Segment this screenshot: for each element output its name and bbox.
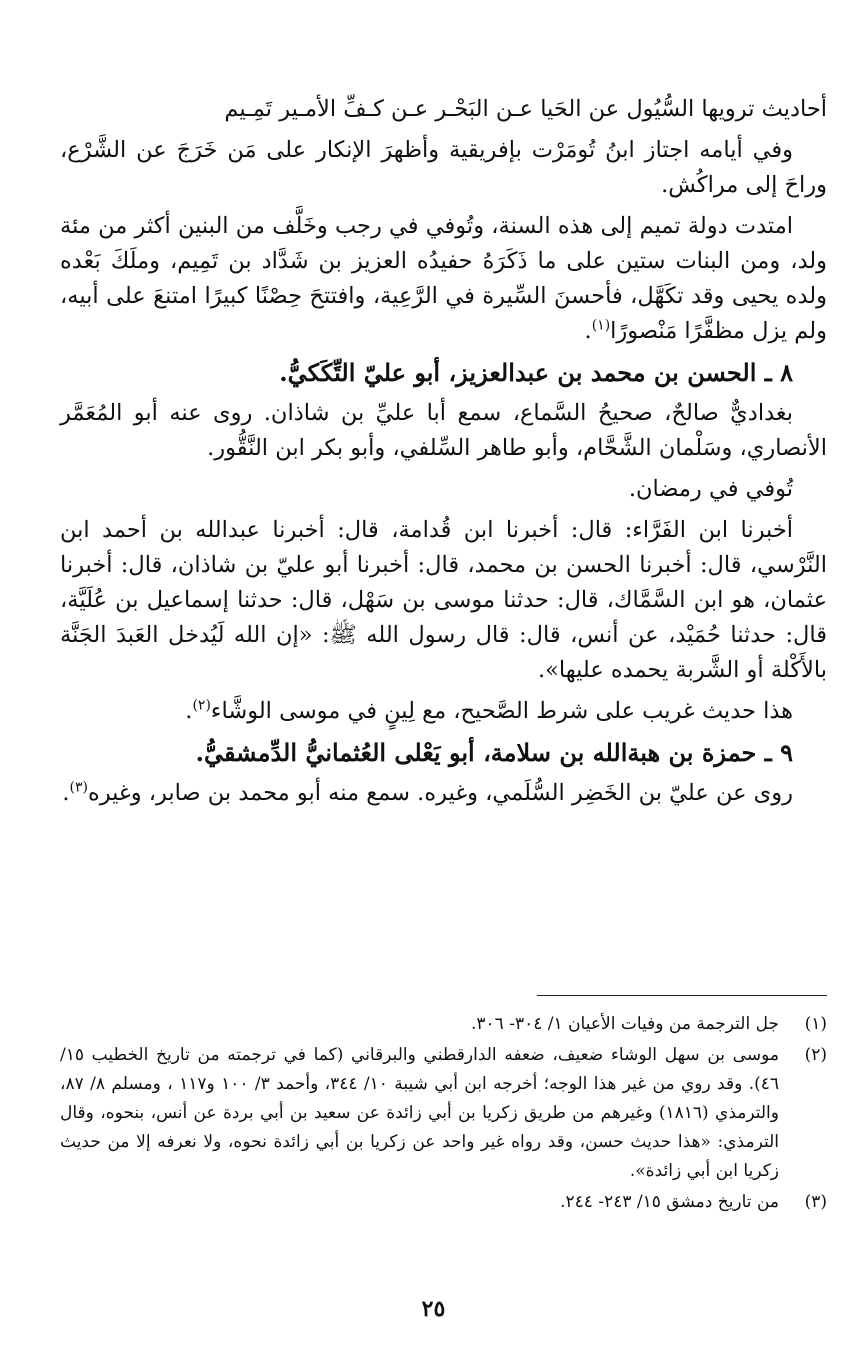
- paragraph-text: هذا حديث غريب على شرط الصَّحيح، مع لِينٍ في موسى الوشَّاء: [210, 698, 793, 724]
- paragraph: وفي أيامه اجتاز ابنُ تُومَرْت بإفريقية وأظهرَ الإنكار على مَن خَرَجَ عن الشَّرْع، وراحَ إلى مراكُش.: [60, 137, 827, 198]
- footnote-number: (٢): [804, 1045, 827, 1065]
- footnote: [60, 1041, 827, 1186]
- paragraph: امتدت دولة تميم إلى هذه السنة، وتُوفي في رجب وخَلَّف من البنين أكثر من مئة ولد، ومن البنات ستين على ما ذَكَرَهُ حفيدُه العزيز بن شَدَّاد بن تَمِيم، وملَكَ بَعْده ولده يحيى وقد تكَهَّل، فأحسنَ السِّيرة في الرَّعِية، وافتتحَ حِصْنًا كبيرًا امتنعَ على أبيه، ولم يزل مظفَّرًا مَنْصورًا$^{(١)}$.: [60, 213, 827, 344]
- footnote-text: من تاريخ دمشق ١٥/ ٢٤٣- ٢٤٤.: [560, 1192, 779, 1212]
- verse-line: أحاديث ترويها السُّيُول عن الحَيا عـن البَحْـر عـن كـفِّ الأمـير تَمِـيم: [224, 96, 827, 122]
- footnote-number: (١): [804, 1014, 827, 1034]
- paragraph-text: روى عن عليّ بن الخَضِر السُّلَمي، وغيره. سمع منه أبو محمد بن صابر، وغيره: [87, 780, 793, 806]
- hadith-isnad: أخبرنا ابن الفَرَّاء: قال: أخبرنا ابن قُدامة، قال: أخبرنا عبدالله بن أحمد ابن النَّرْسي، قال: أخبرنا الحسن بن محمد، قال: أخبرنا أبو عليّ بن شاذان، قال: أخبرنا عثمان، هو ابن السَّمَّاك، قال: حدثنا موسى بن سَهْل، قال: حدثنا إسماعيل بن عُلَيَّة، قال: حدثنا حُمَيْد، عن أنس، قال: قال رسول الله ﷺ: «إن الله لَيُدخل العَبدَ الجَنَّة بالأَكْلة أو الشَّربة يحمده عليها».: [60, 517, 827, 683]
- footnotes: [60, 1010, 827, 1219]
- paragraph: بغداديٌّ صالحٌ، صحيحُ السَّماع، سمع أبا عليِّ بن شاذان. روى عنه أبو المُعَمَّر الأنصاري، وسَلْمان الشَّحَّام، وأبو طاهر السِّلفي، وأبو بكر ابن النَّقُّور.: [60, 400, 827, 461]
- entry-heading-8: ٨ ـ الحسن بن محمد بن عبدالعزيز، أبو عليّ التِّكَكيُّ.: [279, 358, 793, 387]
- page-number: ٢٥: [421, 1296, 446, 1322]
- entry-heading-9: ٩ ـ حمزة بن هبةالله بن سلامة، أبو يَعْلى العُثمانيُّ الدِّمشقيُّ.: [195, 738, 793, 767]
- paragraph-text: امتدت دولة تميم إلى هذه السنة، وتُوفي في رجب وخَلَّف من البنين أكثر من مئة ولد، ومن البنات ستين على ما ذَكَرَهُ حفيدُه العزيز بن شَدَّاد بن تَمِيم، وملَكَ بَعْده ولده يحيى وقد تكَهَّل، فأحسنَ السِّيرة في الرَّعِية، وافتتحَ حِصْنًا كبيرًا امتنعَ على أبيه، ولم يزل مظفَّرًا مَنْصورًا: [60, 213, 827, 344]
- footnote-ref-1[interactable]: (١): [591, 317, 611, 334]
- footnote-text: جل الترجمة من وفيات الأعيان ١/ ٣٠٤- ٣٠٦.: [471, 1014, 779, 1034]
- footnote: [60, 1010, 827, 1039]
- main-text: [60, 92, 827, 817]
- footnote-number: (٣): [804, 1192, 827, 1212]
- paragraph: تُوفي في رمضان.: [628, 476, 793, 502]
- footnote-divider: [537, 995, 827, 996]
- footnote-ref-2[interactable]: (٢): [192, 697, 211, 714]
- footnote-ref-3[interactable]: (٣): [69, 779, 88, 796]
- footnote: [60, 1188, 827, 1217]
- paragraph: روى عن عليّ بن الخَضِر السُّلَمي، وغيره. سمع منه أبو محمد بن صابر، وغيره$^{(٣)}$.: [62, 779, 793, 806]
- footnote-text: موسى بن سهل الوشاء ضعيف، ضعفه الدارقطني والبرقاني (كما في ترجمته من تاريخ الخطيب ١٥/ ٤٦). وقد روي من غير هذا الوجه؛ أخرجه ابن أبي شيبة ١٠/ ٣٤٤، وأحمد ٣/ ١٠٠ و١١٧ ، ومسلم ٨/ ٨٧، والترمذي (١٨١٦) وغيرهم من طريق زكريا بن أبي زائدة عن سعيد بن أبي بردة عن أنس، بنحوه، وقال الترمذي: «هذا حديث حسن، وقد رواه غير واحد عن زكريا بن أبي زائدة نحوه، ولا نعرفه إلا من حديث زكريا ابن أبي زائدة».: [60, 1045, 779, 1181]
- paragraph: هذا حديث غريب على شرط الصَّحيح، مع لِينٍ في موسى الوشَّاء$^{(٢)}$.: [185, 697, 793, 724]
